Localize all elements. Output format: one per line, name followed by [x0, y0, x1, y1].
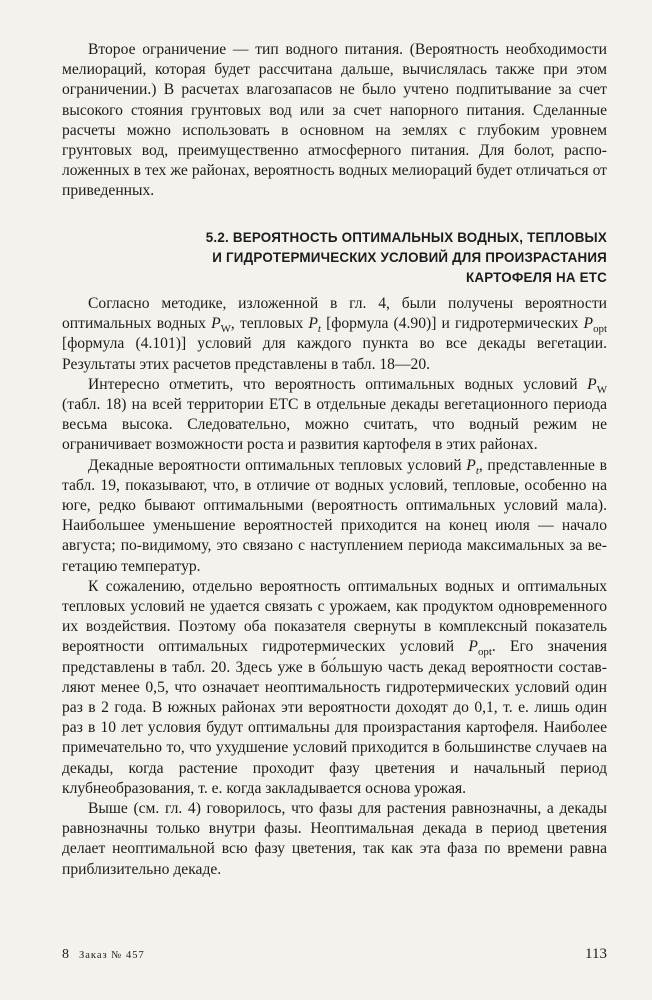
paragraph-text: Второе ограничение — тип водного питания. (Вероятность необходимости мелиораций, которая будет рассчитана дальше, вычислялась также при этом ограничении.) В расчетах влагозапасов не было учтено подпитывание за счет высокого стояния грунтовых вод или за счет напорного питания. Сделанные расчеты можно использовать в основном на землях с глубоким уровнем грунтовых вод, преимущественно атмосферного питания. Для болот, расположенных в тех же районах, вероятность водных мелиораций будет отличаться от приведенных.	[62, 41, 607, 200]
section-title-line-2: И ГИДРОТЕРМИЧЕСКИХ УСЛОВИЙ ДЛЯ ПРОИЗРАСТАНИЯ	[212, 250, 607, 265]
variable-p-t: P	[308, 315, 318, 333]
paragraph-1: Согласно методике, изложенной в гл. 4, были получены вероятности оптимальных водных $P_W$, тепловых $P_t$ [формула (4.90)] и гидротермических $P_{opt}$ [формула (4.101)] условий для каждого пункта во все декады вегетации. Результаты этих расчетов представлены в табл. 18—20.	[62, 295, 608, 373]
paragraph-4: К сожалению, отдельно вероятность оптимальных водных и оптимальных тепловых условий не удается связать с урожаем, как продуктом одновременного их воздействия. Поэтому оба показателя свернуты в комплексный показатель вероятности оптимальных гидротермических условий $P_{opt}$. Его значения представлены в табл. 20. Здесь уже в бо́льшую часть декад вероятности составляют менее 0,5, что означает неоптимальность гидротермических условий один раз в 2 года. В южных районах эти вероятности доходят до 0,1, т. е. лишь один раз в 10 лет условия будут оптимальны для произрастания картофеля. Наиболее примечательно то, что ухудшение условий приходится в большинстве случаев на декады, когда растение проходит фазу цветения и начальный период клубнеобразования, т. е. когда закладывается основа урожая.	[62, 577, 608, 797]
paragraph-2: Интересно отметить, что вероятность оптимальных водных условий $P_W$ (табл. 18) на всей территории ЕТС в отдельные декады вегетационного периода весьма высока. Следовательно, можно считать, что водный режим не ограничивает возможности роста и развития картофеля в этих районах.	[62, 375, 607, 454]
variable-p-t: P	[466, 456, 476, 474]
variable-p-w: P	[211, 315, 221, 333]
paragraph-3: Декадные вероятности оптимальных тепловых условий $P_t$, представленные в табл. 19, показывают, что, в отличие от водных условий, тепловые, особенно на юге, редко бывают оптимальными (вероятность оптимальных условий мала). Наибольшее уменьшение вероятностей приходится на конец июля — начало августа; по-видимому, это связано с наступлением периода максимальных за вегетацию температур.	[62, 456, 607, 575]
section-title-line-1: 5.2. ВЕРОЯТНОСТЬ ОПТИМАЛЬНЫХ ВОДНЫХ, ТЕПЛОВЫХ	[205, 230, 607, 245]
variable-p-w: P	[587, 375, 597, 393]
paragraph-5: Выше (см. гл. 4) говорилось, что фазы для растения равнозначны, а декады равнозначны только внутри фазы. Неоптимальная декада в период цветения делает неоптимальной всю фазу цветения, так как эта фаза по времени равна приблизительно декаде.	[62, 800, 607, 878]
section-number: 5.2.	[205, 230, 229, 245]
printer-signature	[62, 947, 145, 963]
body-text	[62, 294, 607, 880]
variable-p-opt: P	[468, 638, 478, 656]
signature-number: 8	[62, 947, 69, 962]
page-number: 113	[585, 946, 607, 962]
section-title-line-3: КАРТОФЕЛЯ НА ЕТС	[465, 270, 607, 285]
signature-text: Заказ № 457	[79, 950, 145, 961]
intro-paragraph	[62, 40, 607, 202]
section-heading	[62, 228, 607, 288]
variable-p-opt: P	[583, 315, 594, 333]
